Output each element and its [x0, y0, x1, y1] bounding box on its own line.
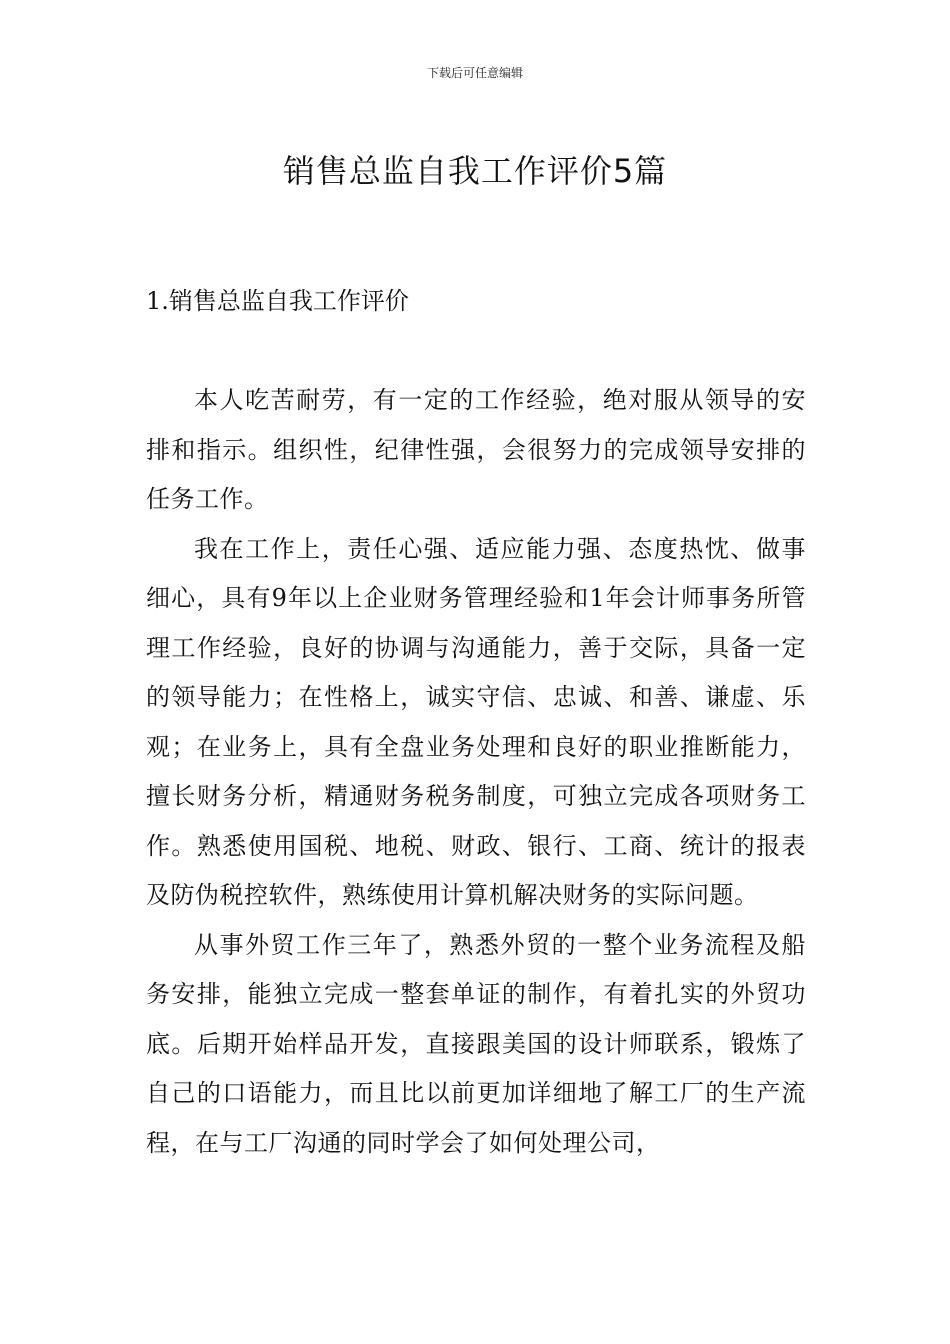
- document-title: 销售总监自我工作评价5篇: [282, 152, 668, 191]
- paragraph: 本人吃苦耐劳，有一定的工作经验，绝对服从领导的安排和指示。组织性，纪律性强，会很努力的完成领导安排的任务工作。: [146, 386, 806, 513]
- paragraph: 从事外贸工作三年了，熟悉外贸的一整个业务流程及船务安排，能独立完成一整套单证的制作，有着扎实的外贸功底。后期开始样品开发，直接跟美国的设计师联系，锻炼了自己的口语能力，而且比以前更加详细地了解工厂的生产流程，在与工厂沟通的同时学会了如何处理公司，: [146, 930, 806, 1157]
- header-note: 下载后可任意编辑: [426, 66, 523, 80]
- paragraph: 我在工作上，责任心强、适应能力强、态度热忱、做事细心，具有9年以上企业财务管理经验和1年会计师事务所管理工作经验，良好的协调与沟通能力，善于交际，具备一定的领导能力；在性格上，诚实守信、忠诚、和善、谦虚、乐观；在业务上，具有全盘业务处理和良好的职业推断能力，擅长财务分析，精通财务税务制度，可独立完成各项财务工作。熟悉使用国税、地税、财政、银行、工商、统计的报表及防伪税控软件，熟练使用计算机解决财务的实际问题。: [146, 534, 806, 909]
- body-text: [146, 376, 806, 1168]
- section-heading: 1.销售总监自我工作评价: [146, 287, 409, 315]
